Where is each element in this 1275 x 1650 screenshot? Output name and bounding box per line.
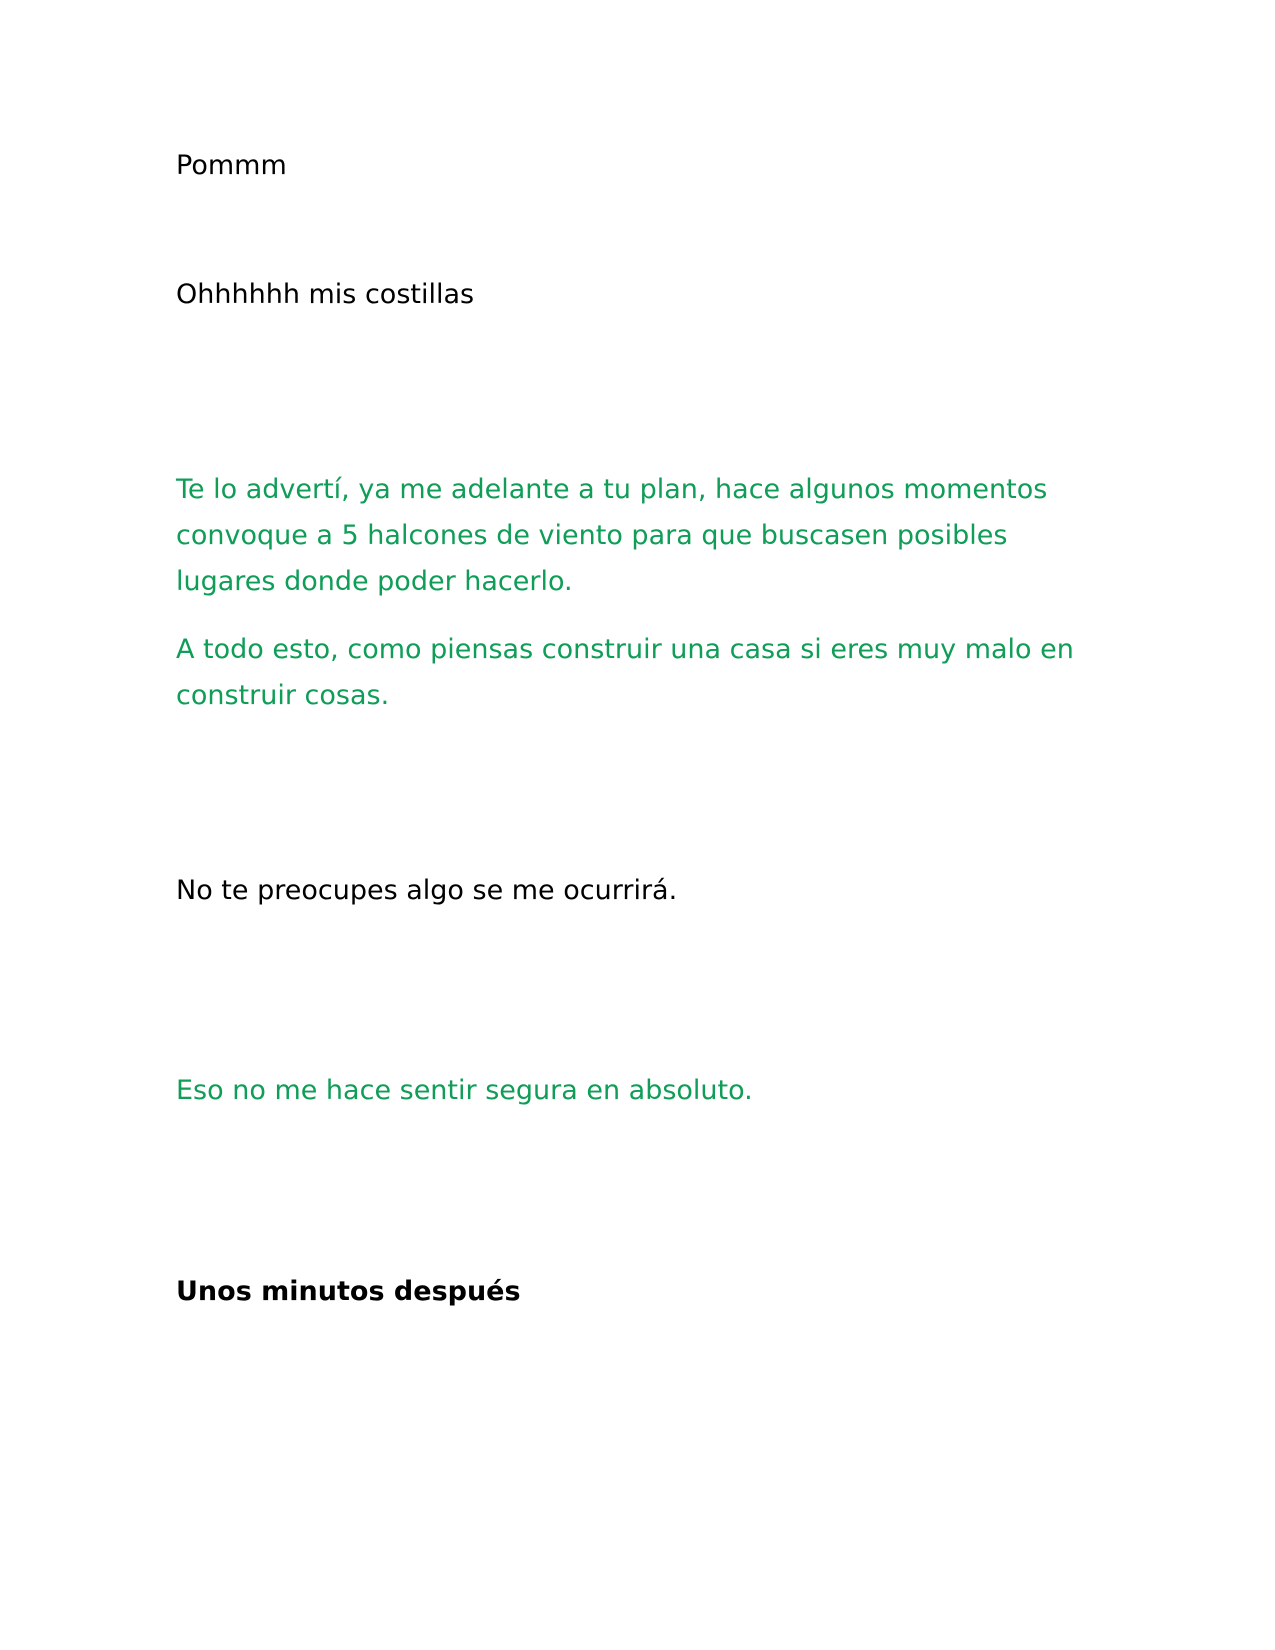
dialogue-line-1: Te lo advertí, ya me adelante a tu plan, hace algunos momentos — [176, 474, 1048, 505]
dialogue-line-response: Eso no me hace sentir segura en absoluto. — [176, 1075, 753, 1106]
text-line-exclamation: Ohhhhhh mis costillas — [176, 279, 475, 310]
dialogue-line-3: lugares donde poder hacerlo. — [176, 566, 573, 597]
text-line-sound-effect: Pommm — [176, 150, 287, 181]
dialogue-line-reply: No te preocupes algo se me ocurrirá. — [176, 875, 678, 906]
dialogue-line-4: A todo esto, como piensas construir una casa si eres muy malo en — [176, 634, 1074, 665]
dialogue-line-2: convoque a 5 halcones de viento para que buscasen posibles — [176, 520, 1008, 551]
scene-transition-heading: Unos minutos después — [176, 1276, 521, 1307]
dialogue-line-5: construir cosas. — [176, 680, 390, 711]
